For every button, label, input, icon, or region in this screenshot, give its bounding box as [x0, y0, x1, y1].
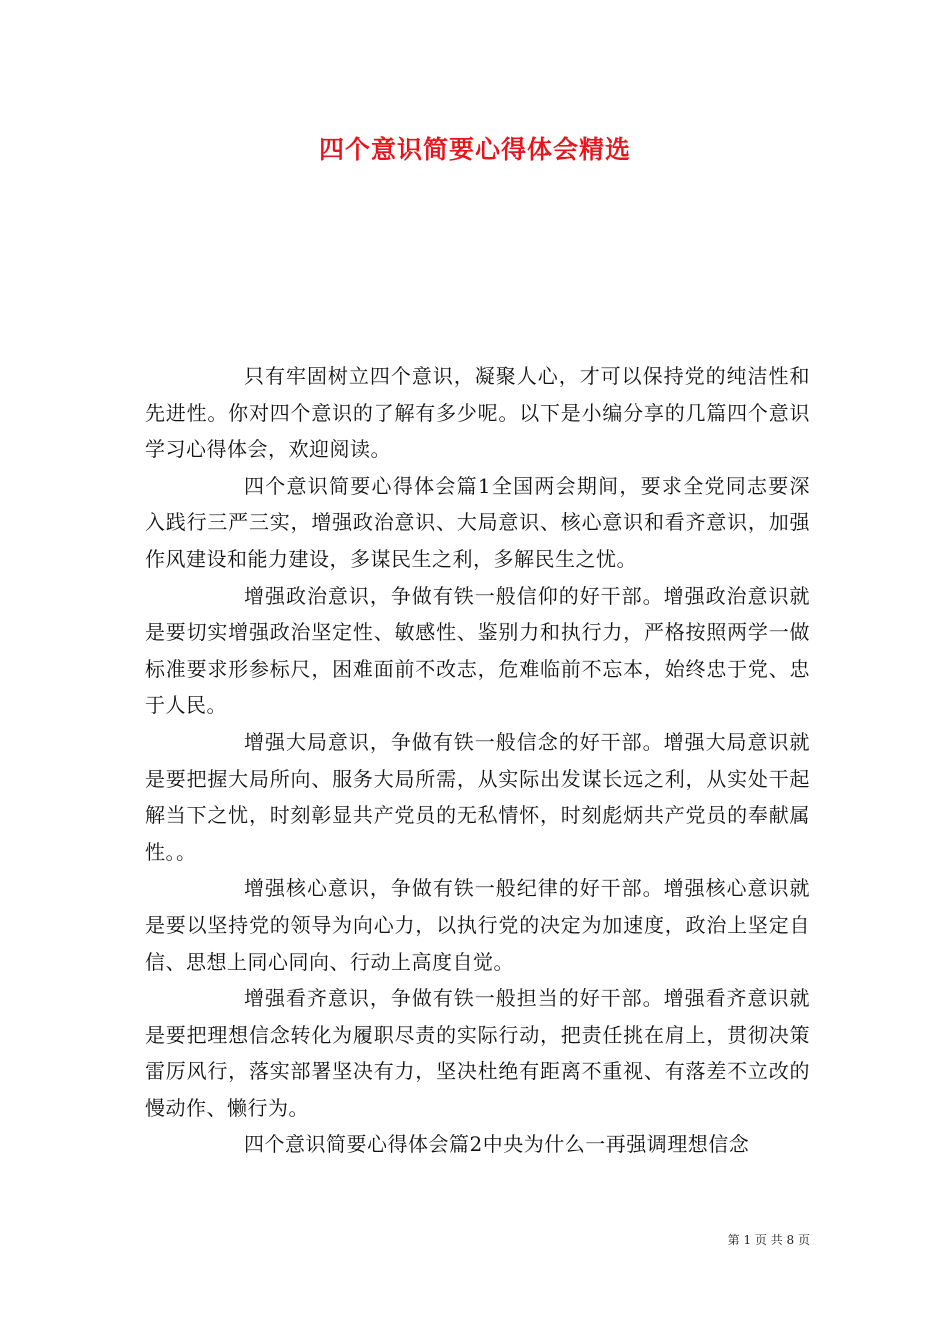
paragraph-overall-awareness: 增强大局意识，争做有铁一般信念的好干部。增强大局意识就是要把握大局所向、服务大局所需，从实际出发谋长远之利，从实处干起解当下之忧，时刻彰显共产党员的无私情怀，时刻彪炳共产党员的奉献属性。。: [145, 729, 810, 864]
paragraph-political-awareness: 增强政治意识，争做有铁一般信仰的好干部。增强政治意识就是要切实增强政治坚定性、敏感性、鉴别力和执行力，严格按照两学一做标准要求形参标尺，困难面前不改志，危难临前不忘本，始终忠于党、忠于人民。: [145, 583, 810, 718]
document-title: 四个意识简要心得体会精选: [318, 135, 631, 164]
page-number: 第 1 页 共 8 页: [727, 1233, 810, 1247]
paragraph-article-2: 四个意识简要心得体会篇2中央为什么一再强调理想信念: [244, 1132, 750, 1157]
paragraph-intro: 只有牢固树立四个意识，凝聚人心，才可以保持党的纯洁性和先进性。你对四个意识的了解有多少呢。以下是小编分享的几篇四个意识学习心得体会，欢迎阅读。: [145, 364, 810, 462]
document-body: [145, 358, 810, 1163]
paragraph-alignment-awareness: 增强看齐意识，争做有铁一般担当的好干部。增强看齐意识就是要把理想信念转化为履职尽责的实际行动，把责任挑在肩上，贯彻决策雷厉风行，落实部署坚决有力，坚决杜绝有距离不重视、有落差不立改的慢动作、懒行为。: [145, 986, 810, 1120]
paragraph-core-awareness: 增强核心意识，争做有铁一般纪律的好干部。增强核心意识就是要以坚持党的领导为向心力，以执行党的决定为加速度，政治上坚定自信、思想上同心同向、行动上高度自觉。: [145, 876, 810, 974]
paragraph-article-1: 四个意识简要心得体会篇1全国两会期间，要求全党同志要深入践行三严三实，增强政治意识、大局意识、核心意识和看齐意识，加强作风建设和能力建设，多谋民生之利，多解民生之忧。: [145, 473, 810, 571]
